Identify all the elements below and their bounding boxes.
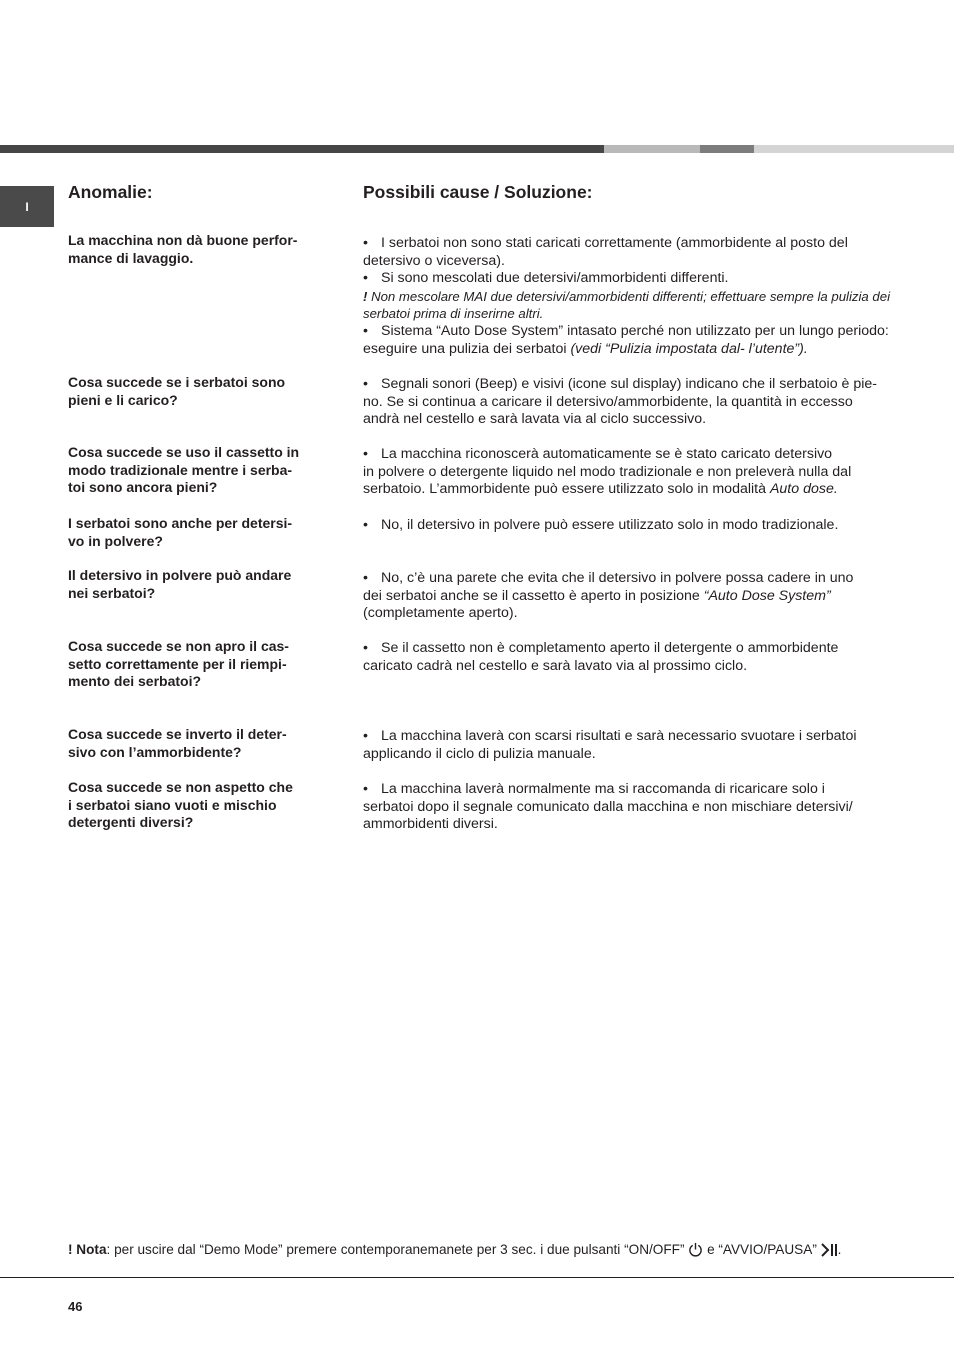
answer-1: • I serbatoi non sono stati caricati correttamente (ammorbidente al posto del detersivo o viceversa). • Si sono mescolati due detersivi/ammorbidenti differenti. ! Non mescolare MAI due detersivi/ammorbidenti differenti; effettuare sempre la pulizia dei serbatoi prima di inserirne altri. • Sistema “Auto Dose System” intasato perché non utilizzato per un lungo periodo: eseguire una pulizia dei serbatoi (vedi “Pulizia impostata dal- l’utente”).	[363, 235, 893, 358]
question-6: Cosa succede se non apro il cas- setto correttamente per il riempi- mento dei serbatoi?	[68, 638, 289, 690]
answer-8: • La macchina laverà normalmente ma si raccomanda di ricaricare solo i serbatoi dopo il segnale comunicato dalla macchina e non mischiare detersivi/ ammorbidenti diversi.	[363, 781, 893, 834]
header-bar-light	[604, 145, 700, 153]
answer-5: • No, c’è una parete che evita che il detersivo in polvere possa cadere in uno dei serbatoi anche se il cassetto è aperto in posizione “Auto Dose System” (completamente aperto).	[363, 570, 893, 623]
footer-note: ! Nota: per uscire dal “Demo Mode” premere contemporanemanete per 3 sec. i due pulsanti “ON/OFF” e “AVVIO/PAUSA” .	[68, 1242, 842, 1257]
question-4: I serbatoi sono anche per detersi- vo in polvere?	[68, 515, 293, 549]
heading-soluzione: Possibili cause / Soluzione:	[363, 182, 593, 202]
header-bar-dark	[0, 145, 604, 153]
play-pause-icon	[821, 1243, 838, 1257]
answer-3: • La macchina riconoscerà automaticamente se è stato caricato detersivo in polvere o detergente liquido nel modo tradizionale e non preleverà nulla dal serbatoio. L’ammorbidente può essere utilizzato solo in modalità Auto dose.	[363, 446, 893, 499]
answer-6: • Se il cassetto non è completamento aperto il detergente o ammorbidente caricato cadrà nel cestello e sarà lavato via al prossimo ciclo.	[363, 640, 893, 675]
page-number: 46	[68, 1299, 83, 1314]
question-1: La macchina non dà buone perfor- mance di lavaggio.	[68, 232, 298, 266]
question-3: Cosa succede se uso il cassetto in modo tradizionale mentre i serba- toi sono ancora pieni?	[68, 444, 300, 496]
question-2: Cosa succede se i serbatoi sono pieni e li carico?	[68, 374, 286, 408]
footer-rule	[0, 1277, 954, 1278]
answer-4: • No, il detersivo in polvere può essere utilizzato solo in modo tradizionale.	[363, 517, 893, 535]
heading-anomalie: Anomalie:	[68, 182, 153, 202]
answer-7: • La macchina laverà con scarsi risultati e sarà necessario svuotare i serbatoi applicando il ciclo di pulizia manuale.	[363, 728, 893, 763]
question-8: Cosa succede se non aspetto che i serbatoi siano vuoti e mischio detergenti diversi?	[68, 779, 293, 831]
question-7: Cosa succede se inverto il deter- sivo con l’ammorbidente?	[68, 726, 287, 760]
header-bar-pale	[754, 145, 954, 153]
power-icon	[688, 1242, 703, 1257]
answer-2: • Segnali sonori (Beep) e visivi (icone sul display) indicano che il serbatoio è pie- no. Se si continua a caricare il detersivo/ammorbidente, la quantità in eccesso andrà nel cestello e sarà lavata via al ciclo successivo.	[363, 376, 893, 429]
question-5: Il detersivo in polvere può andare nei serbatoi?	[68, 567, 292, 601]
language-tab: I	[0, 186, 54, 227]
header-bar-mid	[700, 145, 754, 153]
